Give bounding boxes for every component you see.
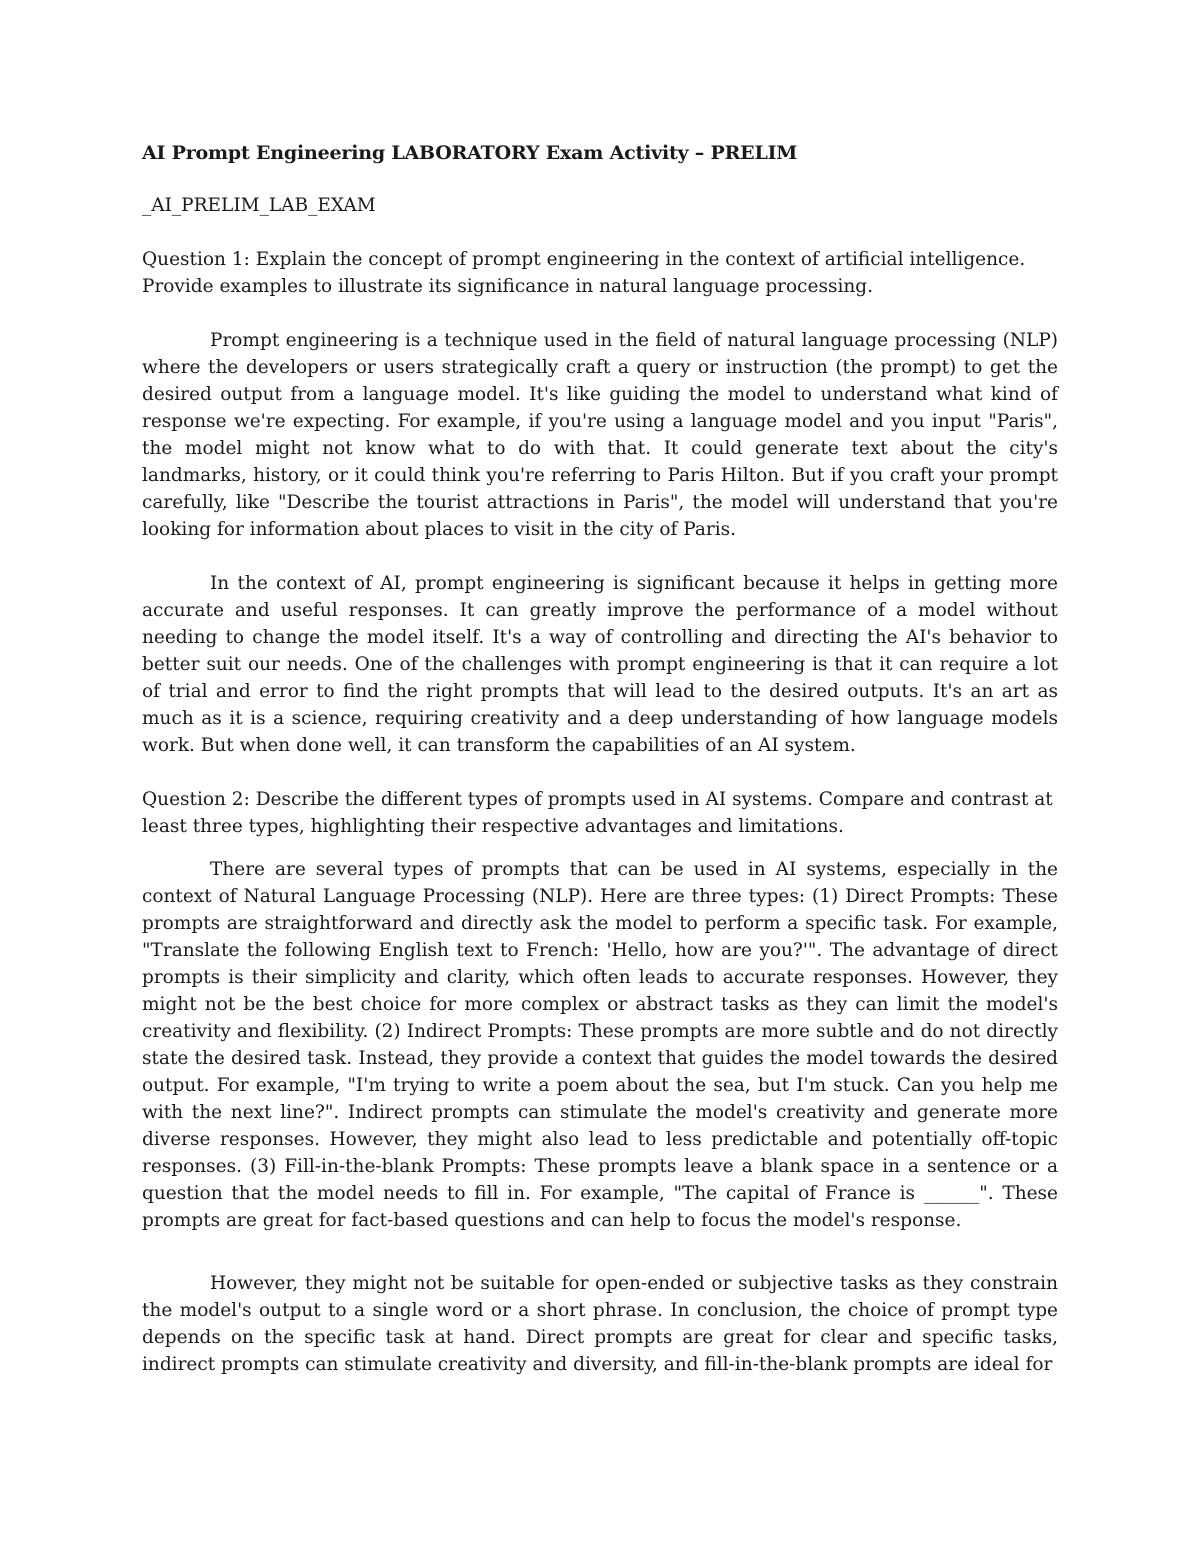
question-1: Question 1: Explain the concept of prompt engineering in the context of artificial intelligence. Provide examples to illustrate its significance in natural language processing. [142,249,1026,297]
answer-2-paragraph-1: There are several types of prompts that can be used in AI systems, especially in the context of Natural Language Processing (NLP). Here are three types: (1) Direct Prompts: These prompts are straightforward and directly ask the model to perform a specific task. For example, "Translate the following English text to French: 'Hello, how are you?'". The advantage of direct prompts is their simplicity and clarity, which often leads to accurate responses. However, they might not be the best choice for more complex or abstract tasks as they can limit the model's creativity and flexibility. (2) Indirect Prompts: These prompts are more subtle and do not directly state the desired task. Instead, they provide a context that guides the model towards the desired output. For example, "I'm trying to write a poem about the sea, but I'm stuck. Can you help me with the next line?". Indirect prompts can stimulate the model's creativity and generate more diverse responses. However, they might also lead to less predictable and potentially off-topic responses. (3) Fill-in-the-blank Prompts: These prompts leave a blank space in a sentence or a question that the model needs to fill in. For example, "The capital of France is ______". These prompts are great for fact-based questions and can help to focus the model's response. [142,859,1058,1231]
question-2: Question 2: Describe the different types of prompts used in AI systems. Compare and contrast at least three types, highlighting their respective advantages and limitations. [142,789,1053,837]
answer-1-paragraph-1: Prompt engineering is a technique used in the field of natural language processing (NLP) where the developers or users strategically craft a query or instruction (the prompt) to get the desired output from a language model. It's like guiding the model to understand what kind of response we're expecting. For example, if you're using a language model and you input "Paris", the model might not know what to do with that. It could generate text about the city's landmarks, history, or it could think you're referring to Paris Hilton. But if you craft your prompt carefully, like "Describe the tourist attractions in Paris", the model will understand that you're looking for information about places to visit in the city of Paris. [142,330,1058,540]
exam-code: _AI_PRELIM_LAB_EXAM [142,195,376,216]
answer-2-paragraph-2: However, they might not be suitable for open-ended or subjective tasks as they constrain the model's output to a single word or a short phrase. In conclusion, the choice of prompt type depends on the specific task at hand. Direct prompts are great for clear and specific tasks, indirect prompts can stimulate creativity and diversity, and fill-in-the-blank prompts are ideal for [142,1273,1058,1375]
document-title: AI Prompt Engineering LABORATORY Exam Activity – PRELIM [142,142,798,164]
document-page [142,140,1058,1405]
answer-1-paragraph-2: In the context of AI, prompt engineering is significant because it helps in getting more accurate and useful responses. It can greatly improve the performance of a model without needing to change the model itself. It's a way of controlling and directing the AI's behavior to better suit our needs. One of the challenges with prompt engineering is that it can require a lot of trial and error to find the right prompts that will lead to the desired outputs. It's an art as much as it is a science, requiring creativity and a deep understanding of how language models work. But when done well, it can transform the capabilities of an AI system. [142,573,1058,756]
